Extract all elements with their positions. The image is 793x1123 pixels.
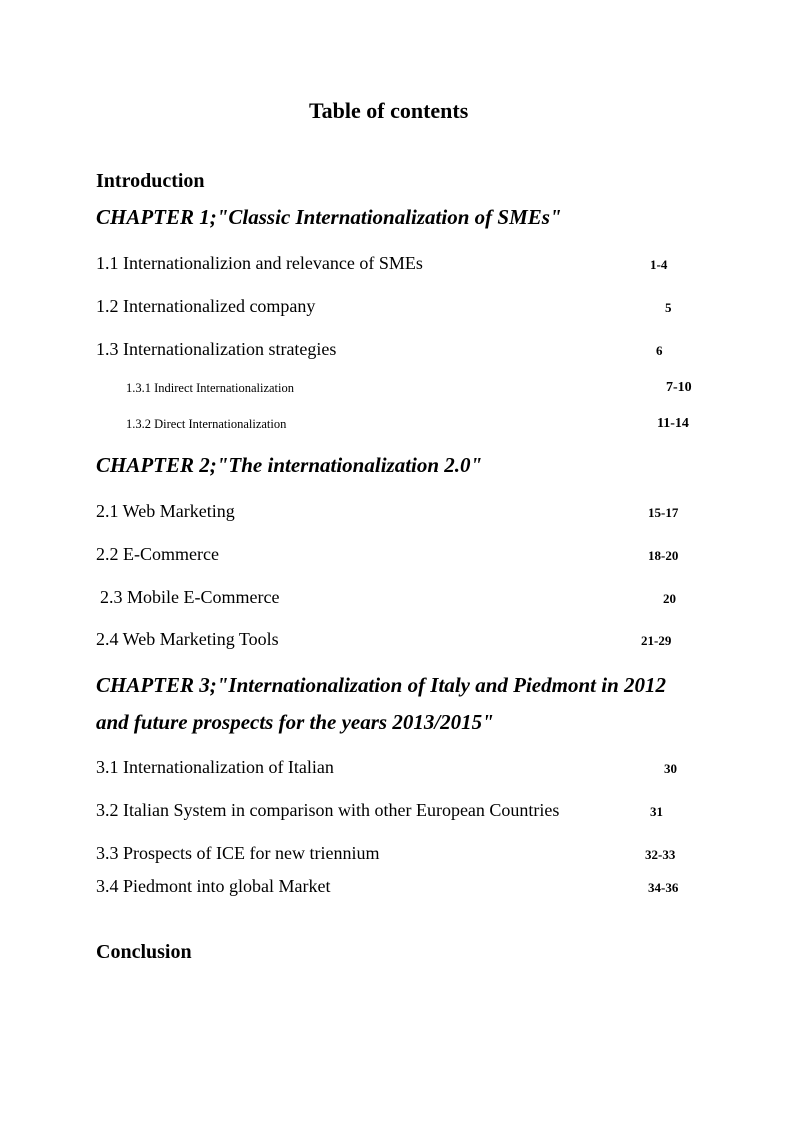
chapter-1-heading: CHAPTER 1;"Classic Internationalization of SMEs" bbox=[96, 205, 562, 229]
conclusion-heading: Conclusion bbox=[96, 941, 192, 963]
toc-page-1-2: 5 bbox=[665, 300, 672, 315]
toc-entry-2-4: 2.4 Web Marketing Tools bbox=[96, 629, 279, 649]
toc-page-3-3: 32-33 bbox=[645, 847, 676, 862]
chapter-2-heading: CHAPTER 2;"The internationalization 2.0" bbox=[96, 453, 483, 477]
toc-page-1-1: 1-4 bbox=[650, 257, 668, 272]
toc-entry-1-1: 1.1 Internationalizion and relevance of SMEs bbox=[96, 253, 423, 273]
toc-entry-1-3-1: 1.3.1 Indirect Internationalization bbox=[126, 381, 294, 395]
toc-page-3-2: 31 bbox=[650, 804, 663, 819]
toc-entry-2-1: 2.1 Web Marketing bbox=[96, 501, 235, 521]
toc-page-2-2: 18-20 bbox=[648, 548, 679, 563]
toc-entry-2-2: 2.2 E-Commerce bbox=[96, 544, 219, 564]
toc-entry-2-3: 2.3 Mobile E-Commerce bbox=[100, 587, 280, 607]
toc-page-2-1: 15-17 bbox=[648, 505, 679, 520]
introduction-heading: Introduction bbox=[96, 170, 205, 192]
toc-entry-1-2: 1.2 Internationalized company bbox=[96, 296, 316, 316]
page-title: Table of contents bbox=[309, 98, 469, 123]
toc-page-2-3: 20 bbox=[663, 591, 676, 606]
chapter-3-heading-line-2: and future prospects for the years 2013/2015" bbox=[96, 710, 494, 734]
toc-entry-3-4: 3.4 Piedmont into global Market bbox=[96, 876, 331, 896]
toc-entry-1-3-2: 1.3.2 Direct Internationalization bbox=[126, 417, 287, 431]
toc-page-3-4: 34-36 bbox=[648, 880, 679, 895]
toc-entry-3-3: 3.3 Prospects of ICE for new triennium bbox=[96, 843, 380, 863]
toc-page-1-3-1: 7-10 bbox=[666, 380, 692, 395]
toc-page-2-4: 21-29 bbox=[641, 633, 672, 648]
toc-page-3-1: 30 bbox=[664, 761, 677, 776]
toc-entry-3-1: 3.1 Internationalization of Italian bbox=[96, 757, 334, 777]
chapter-3-heading-line-1: CHAPTER 3;"Internationalization of Italy and Piedmont in 2012 bbox=[96, 673, 666, 697]
toc-entry-1-3: 1.3 Internationalization strategies bbox=[96, 339, 337, 359]
toc-page-1-3-2: 11-14 bbox=[657, 416, 689, 431]
toc-page-1-3: 6 bbox=[656, 343, 663, 358]
toc-entry-3-2: 3.2 Italian System in comparison with other European Countries bbox=[96, 800, 560, 820]
